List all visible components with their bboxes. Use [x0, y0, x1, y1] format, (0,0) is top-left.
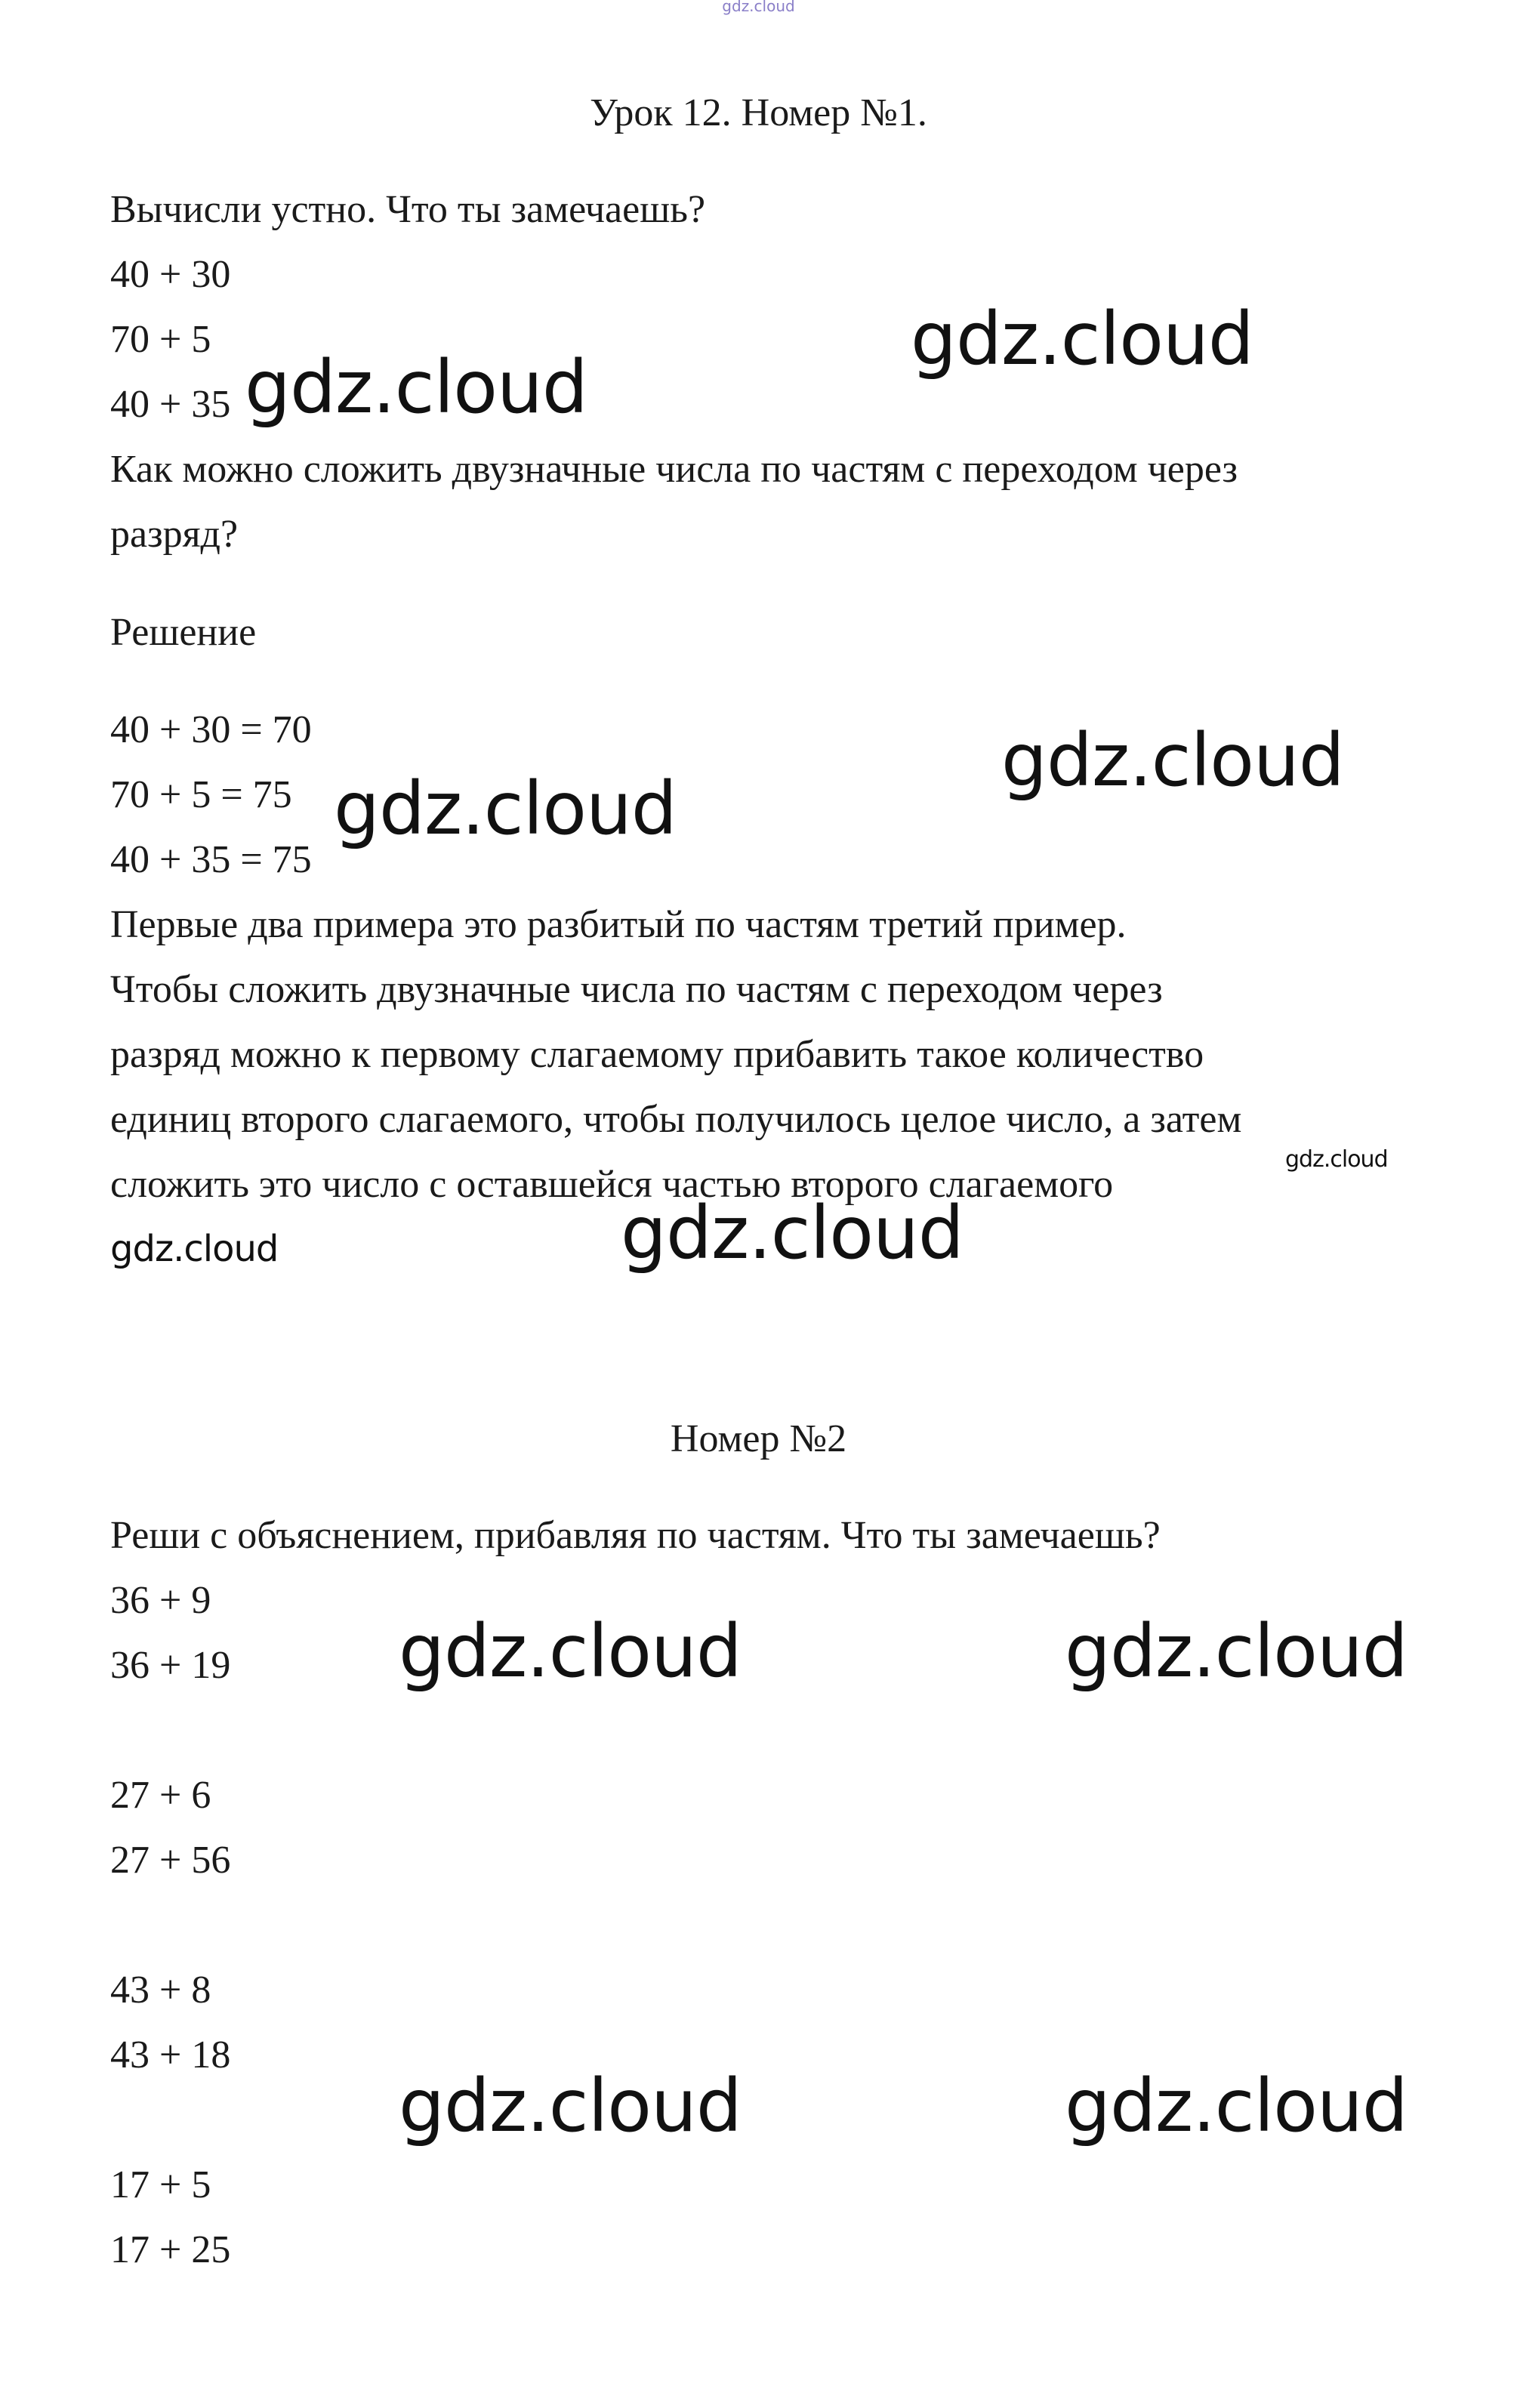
task2-expression: 43 + 8: [110, 1969, 211, 2012]
watermark: gdz.cloud: [334, 766, 677, 851]
watermark: gdz.cloud: [621, 1191, 964, 1275]
solution-expression: 70 + 5 = 75: [110, 773, 292, 816]
solution-label: Решение: [110, 611, 257, 654]
task1-title: Урок 12. Номер №1.: [590, 91, 927, 134]
watermark: gdz.cloud: [110, 1228, 279, 1270]
watermark: gdz.cloud: [245, 345, 587, 430]
watermark: gdz.cloud: [1065, 2064, 1408, 2148]
task2-question: Реши с объяснением, прибавляя по частям. Что ты замечаешь?: [110, 1514, 1161, 1557]
task1-expression: 70 + 5: [110, 318, 211, 361]
task2-expression: 36 + 19: [110, 1644, 231, 1687]
task1-question: Вычисли устно. Что ты замечаешь?: [110, 188, 706, 231]
explanation-line: разряд можно к первому слагаемому прибавить такое количество: [110, 1033, 1204, 1076]
task1-expression: 40 + 35: [110, 383, 231, 426]
explanation-line: Первые два примера это разбитый по частям третий пример.: [110, 903, 1127, 946]
task2-expression: 27 + 6: [110, 1774, 211, 1817]
task1-question2-line: разряд?: [110, 513, 239, 556]
explanation-line: сложить это число с оставшейся частью второго слагаемого: [110, 1163, 1114, 1206]
watermark: gdz.cloud: [1285, 1146, 1388, 1173]
task1-expression: 40 + 30: [110, 253, 231, 296]
watermark: gdz.cloud: [1001, 718, 1344, 803]
explanation-line: Чтобы сложить двузначные числа по частям с переходом через: [110, 968, 1163, 1011]
task2-expression: 36 + 9: [110, 1579, 211, 1622]
solution-expression: 40 + 35 = 75: [110, 838, 312, 881]
task2-expression: 27 + 56: [110, 1839, 231, 1882]
task2-title: Номер №2: [670, 1417, 847, 1460]
top-watermark: gdz.cloud: [722, 0, 795, 15]
watermark: gdz.cloud: [911, 297, 1253, 381]
task2-expression: 43 + 18: [110, 2033, 231, 2077]
watermark: gdz.cloud: [399, 1609, 742, 1694]
task1-question2-line: Как можно сложить двузначные числа по частям с переходом через: [110, 448, 1238, 491]
task2-expression: 17 + 5: [110, 2163, 211, 2206]
task2-expression: 17 + 25: [110, 2228, 231, 2271]
explanation-line: единиц второго слагаемого, чтобы получилось целое число, а затем: [110, 1098, 1242, 1141]
watermark: gdz.cloud: [1065, 1609, 1408, 1694]
solution-expression: 40 + 30 = 70: [110, 708, 312, 751]
watermark: gdz.cloud: [399, 2064, 742, 2148]
